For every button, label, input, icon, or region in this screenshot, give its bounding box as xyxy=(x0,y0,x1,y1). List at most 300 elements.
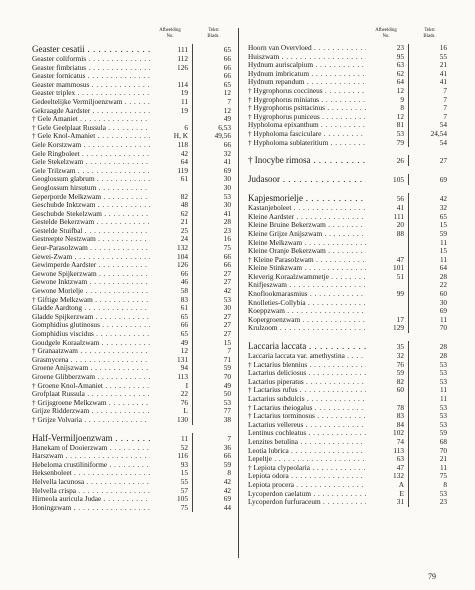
text-page-number: 41 xyxy=(439,68,447,78)
index-entry xyxy=(248,490,448,499)
figure-number: 62 xyxy=(180,208,188,218)
text-page-number: 7 xyxy=(227,96,231,106)
text-page-number: 53 xyxy=(223,397,231,407)
number-separator xyxy=(408,438,409,447)
number-separator xyxy=(408,221,409,230)
index-entry xyxy=(32,444,232,453)
number-separator xyxy=(192,313,193,322)
number-separator xyxy=(192,321,193,330)
species-name: Koeppzwam . . . xyxy=(248,307,366,316)
index-entry xyxy=(32,364,232,373)
number-separator xyxy=(192,218,193,227)
figure-number: 15 xyxy=(180,468,188,478)
figure-number: 118 xyxy=(177,139,188,149)
number-separator xyxy=(192,504,193,513)
number-separator xyxy=(192,72,193,81)
text-page-number: 30 xyxy=(223,303,231,313)
number-separator xyxy=(192,184,193,193)
species-name: Gomphidius glutinosus . . . xyxy=(32,321,150,330)
text-page-number: 7 xyxy=(443,94,447,104)
text-page-number: 41 xyxy=(439,77,447,87)
index-entry xyxy=(248,239,448,248)
text-page-number: 66 xyxy=(223,451,231,461)
figure-number: 84 xyxy=(396,419,404,429)
species-name: Kleverig Koraalzwammetje . . . xyxy=(248,273,366,282)
figure-number: 48 xyxy=(180,200,188,210)
index-entry xyxy=(32,452,232,461)
column-divider xyxy=(238,28,239,558)
species-name: † Hypholoma fasciculare . . . xyxy=(248,130,366,139)
number-separator xyxy=(408,447,409,456)
species-name: Gestreepte Nestzwam . . . xyxy=(32,235,150,244)
number-separator xyxy=(408,324,409,333)
number-separator xyxy=(408,386,409,395)
index-entry xyxy=(32,399,232,408)
species-name: Grijze Ridderzwam . . . xyxy=(32,407,150,416)
number-separator xyxy=(192,81,193,90)
species-name: † Hygrophorus psittacinus . . . xyxy=(248,104,366,113)
species-name: Laccaria laccata . . . xyxy=(248,341,366,352)
index-entry xyxy=(248,412,448,421)
figure-number: H, K xyxy=(173,131,188,141)
species-name: Heksenboleet . . . xyxy=(32,469,150,478)
species-name: Gele Stekelzwam . . . xyxy=(32,158,150,167)
index-entry xyxy=(32,44,232,55)
text-page-number: 15 xyxy=(439,220,447,230)
figure-number: 19 xyxy=(180,88,188,98)
figure-number: 19 xyxy=(180,105,188,115)
figure-number: A xyxy=(398,479,404,489)
number-separator xyxy=(408,204,409,213)
text-page-number: 27 xyxy=(223,311,231,321)
index-entry xyxy=(248,404,448,413)
species-name: Kleine Grijze Anijszwam . . . xyxy=(248,230,366,239)
index-entry xyxy=(248,307,448,316)
index-entry xyxy=(248,213,448,222)
text-page-number: 49 xyxy=(223,114,231,124)
text-page-number: 36 xyxy=(223,442,231,452)
figure-number: 82 xyxy=(396,376,404,386)
figure-number: 111 xyxy=(177,45,188,54)
text-page-number: 16 xyxy=(223,234,231,244)
index-entry xyxy=(248,78,448,87)
species-name: Kleine Oranje Bekerzwam . . . xyxy=(248,247,366,256)
species-name: Groene Glibberzwam . . . xyxy=(32,373,150,382)
text-page-number: 42 xyxy=(223,286,231,296)
species-name: Kleine Stinkzwam . . . xyxy=(248,264,366,273)
number-separator xyxy=(408,378,409,387)
column-header xyxy=(32,28,232,44)
index-entry xyxy=(32,433,232,444)
species-name: Gedeeltelijke Vermiljoenzwam . . . xyxy=(32,98,150,107)
index-entry xyxy=(32,416,232,425)
text-page-number: 64 xyxy=(439,263,447,273)
text-page-number: 53 xyxy=(223,294,231,304)
index-entry xyxy=(32,495,232,504)
number-separator xyxy=(408,174,409,185)
number-separator xyxy=(192,444,193,453)
number-separator xyxy=(192,330,193,339)
text-page-number: 11 xyxy=(439,462,447,472)
index-entry xyxy=(248,324,448,333)
figure-number: 88 xyxy=(396,228,404,238)
figure-number: 9 xyxy=(400,94,404,104)
index-entry xyxy=(248,139,448,148)
figure-number: 76 xyxy=(396,359,404,369)
figure-number: 58 xyxy=(180,286,188,296)
text-page-number: 53 xyxy=(223,191,231,201)
right-entries xyxy=(248,44,448,507)
figure-number: 83 xyxy=(396,411,404,421)
index-entry xyxy=(248,256,448,265)
index-entry xyxy=(32,278,232,287)
index-entry xyxy=(32,382,232,391)
figure-number: 75 xyxy=(180,502,188,512)
figure-number: E xyxy=(399,488,404,498)
index-entry xyxy=(248,264,448,273)
text-page-number: 41 xyxy=(223,157,231,167)
number-separator xyxy=(408,404,409,413)
text-page-number: 23 xyxy=(223,225,231,235)
text-page-number: 7 xyxy=(443,85,447,95)
index-entry xyxy=(248,481,448,490)
number-separator xyxy=(192,227,193,236)
text-page-number: 54 xyxy=(439,137,447,147)
figure-number: 116 xyxy=(177,451,188,461)
text-page-number: 38 xyxy=(223,414,231,424)
species-name: Helvella crispa . . . xyxy=(32,487,150,496)
species-name: † Grijze Volvaria . . . xyxy=(32,416,150,425)
text-page-number: 21 xyxy=(439,454,447,464)
figure-number: 64 xyxy=(396,77,404,87)
left-column xyxy=(32,28,232,512)
index-entry xyxy=(248,361,448,370)
figure-number: 105 xyxy=(393,175,404,185)
species-name: Hydnum imbricatum . . . xyxy=(248,70,366,79)
figure-number: 57 xyxy=(180,485,188,495)
number-separator xyxy=(192,304,193,313)
index-entry xyxy=(32,235,232,244)
text-page-number: 7 xyxy=(443,111,447,121)
species-name: Lentinus cochleatus . . . xyxy=(248,429,366,438)
index-entry xyxy=(248,290,448,299)
index-entry xyxy=(32,115,232,124)
index-entry xyxy=(248,247,448,256)
number-separator xyxy=(408,247,409,256)
letter-group-gap xyxy=(248,185,448,193)
index-entry xyxy=(248,352,448,361)
text-page-number: 77 xyxy=(223,406,231,416)
figure-number: I xyxy=(185,380,188,390)
text-page-number: 41 xyxy=(223,208,231,218)
index-entry xyxy=(32,287,232,296)
text-page-number: 11 xyxy=(439,237,447,247)
number-separator xyxy=(192,270,193,279)
number-separator xyxy=(408,96,409,105)
index-entry xyxy=(248,44,448,53)
species-name: Hydnum repandum . . . xyxy=(248,78,366,87)
figure-number: 130 xyxy=(177,414,188,424)
figure-number: 24 xyxy=(180,234,188,244)
figure-number: 17 xyxy=(396,314,404,324)
text-page-number: 27 xyxy=(223,329,231,338)
number-separator xyxy=(192,64,193,73)
species-name: † Hygrophorus puniceus . . . xyxy=(248,113,366,122)
species-name: Harszwam . . . xyxy=(32,452,150,461)
number-separator xyxy=(408,455,409,464)
text-page-number: 21 xyxy=(439,60,447,70)
text-page-number: 59 xyxy=(439,428,447,438)
number-separator xyxy=(408,273,409,282)
species-name: † Lactarius blennius . . . xyxy=(248,361,366,370)
figure-number: 59 xyxy=(396,368,404,378)
text-page-number: 66 xyxy=(223,139,231,149)
index-entry xyxy=(32,218,232,227)
letter-group-gap xyxy=(248,166,448,174)
number-separator xyxy=(408,429,409,438)
number-separator xyxy=(192,253,193,262)
number-separator xyxy=(192,433,193,444)
figure-number: 35 xyxy=(396,342,404,352)
text-page-number: 32 xyxy=(439,203,447,213)
text-page-number: 7 xyxy=(227,433,231,443)
species-name: Lactarius deliciosus . . . xyxy=(248,369,366,378)
figure-number: 12 xyxy=(396,85,404,95)
text-page-number: 66 xyxy=(223,251,231,261)
header-blads: Blads. xyxy=(423,34,436,39)
species-name: Knoflookmarasmius . . . xyxy=(248,290,366,299)
number-separator xyxy=(192,115,193,124)
number-separator xyxy=(192,364,193,373)
number-separator xyxy=(408,281,409,290)
text-page-number: 60 xyxy=(439,289,447,299)
index-entry xyxy=(32,304,232,313)
number-separator xyxy=(192,158,193,167)
species-name: Lactarius piperatus . . . xyxy=(248,378,366,387)
number-separator xyxy=(192,235,193,244)
index-entry xyxy=(32,296,232,305)
species-name: Gomphidius viscidus . . . xyxy=(32,330,150,339)
number-separator xyxy=(192,210,193,219)
number-separator xyxy=(192,356,193,365)
number-separator xyxy=(408,299,409,308)
species-name: Helvella lacunosa . . . xyxy=(32,478,150,487)
text-page-number: 28 xyxy=(439,342,447,352)
figure-number: 31 xyxy=(396,497,404,507)
number-separator xyxy=(192,193,193,202)
species-name: Kapjesmorielje . . . xyxy=(248,193,366,204)
figure-number: 32 xyxy=(396,351,404,361)
index-entry xyxy=(32,175,232,184)
index-entry xyxy=(32,347,232,356)
text-page-number: 12 xyxy=(223,88,231,98)
species-name: Hebeloma crustiliniforme . . . xyxy=(32,461,150,470)
index-entry xyxy=(248,174,448,185)
index-entry xyxy=(32,150,232,159)
number-separator xyxy=(408,361,409,370)
figure-number: 112 xyxy=(177,54,188,63)
figure-number: 20 xyxy=(396,220,404,230)
species-name: Gekraagde Aardster . . . xyxy=(32,107,150,116)
number-separator xyxy=(192,201,193,210)
text-page-number: 53 xyxy=(439,376,447,386)
text-page-number: 15 xyxy=(439,246,447,256)
text-page-number: 49,56 xyxy=(214,131,231,141)
index-entry xyxy=(32,261,232,270)
number-separator xyxy=(192,373,193,382)
number-separator xyxy=(408,290,409,299)
figure-number: 114 xyxy=(177,79,188,89)
text-page-number: 8 xyxy=(443,479,447,489)
text-page-number: 22 xyxy=(439,280,447,290)
text-page-number: 24,54 xyxy=(430,128,447,138)
species-name: Gewone Morielje . . . xyxy=(32,287,150,296)
text-page-number: 8 xyxy=(227,468,231,478)
figure-number: 78 xyxy=(396,402,404,412)
text-page-number: 32 xyxy=(223,148,231,158)
text-page-number: 15 xyxy=(223,337,231,347)
species-name: † Gele Geelplaat Russula . . . xyxy=(32,124,150,133)
text-page-number: 66 xyxy=(223,71,231,81)
number-separator xyxy=(192,296,193,305)
index-entry xyxy=(248,193,448,204)
number-separator xyxy=(408,490,409,499)
figure-number: 74 xyxy=(396,436,404,446)
species-name: Hoorn van Overvloed . . . xyxy=(248,44,366,53)
text-page-number: 42 xyxy=(439,194,447,204)
text-page-number: 70 xyxy=(439,445,447,455)
number-separator xyxy=(408,121,409,130)
figure-number: 99 xyxy=(396,289,404,299)
figure-number: 129 xyxy=(393,323,404,333)
figure-number: 65 xyxy=(180,311,188,321)
index-entry xyxy=(32,201,232,210)
number-separator xyxy=(192,407,193,416)
species-name: Lactarius subdulcis . . . xyxy=(248,395,366,404)
index-entry xyxy=(32,141,232,150)
figure-number: 105 xyxy=(177,494,188,504)
figure-number: 81 xyxy=(396,120,404,130)
index-entry xyxy=(248,70,448,79)
text-page-number: 16 xyxy=(439,43,447,52)
index-entry xyxy=(32,469,232,478)
text-page-number: 69 xyxy=(439,175,447,185)
text-page-number: 11 xyxy=(439,254,447,264)
index-entry xyxy=(248,121,448,130)
text-page-number: 69 xyxy=(439,306,447,316)
text-page-number: 53 xyxy=(439,402,447,412)
number-separator xyxy=(192,478,193,487)
index-entry xyxy=(32,253,232,262)
text-page-number: 75 xyxy=(439,471,447,481)
species-name: † Kleine Parasolzwam . . . xyxy=(248,256,366,265)
species-name: Gestelde Bekerzwam . . . xyxy=(32,218,150,227)
figure-number: 60 xyxy=(396,385,404,395)
species-name: † Gele Amaniet . . . xyxy=(32,115,150,124)
right-column xyxy=(248,28,448,507)
figure-number: 6 xyxy=(184,122,188,132)
species-name: Leotia lubrica . . . xyxy=(248,447,366,456)
index-entry xyxy=(248,421,448,430)
species-name: † Lactarius theiogalus . . . xyxy=(248,404,366,413)
index-entry xyxy=(32,55,232,64)
species-name: Geschubde Inktzwam . . . xyxy=(32,201,150,210)
index-entry xyxy=(32,124,232,133)
number-separator xyxy=(192,44,193,55)
figure-number: 52 xyxy=(180,442,188,452)
index-entry xyxy=(248,369,448,378)
figure-number: 47 xyxy=(396,462,404,472)
figure-number: 26 xyxy=(396,156,404,166)
left-entries xyxy=(32,44,232,512)
figure-number: 83 xyxy=(180,294,188,304)
number-separator xyxy=(192,347,193,356)
species-name: Gele Trilzwam . . . xyxy=(32,167,150,176)
number-separator xyxy=(192,167,193,176)
text-page-number: 65 xyxy=(223,79,231,89)
number-separator xyxy=(408,239,409,248)
index-entry xyxy=(32,407,232,416)
number-separator xyxy=(408,53,409,62)
text-page-number: 71 xyxy=(223,354,231,364)
index-entry xyxy=(32,98,232,107)
species-name: Laccaria laccata var. amethystina . . . xyxy=(248,352,366,361)
species-name: † Lepiota clypeolaria . . . xyxy=(248,464,366,473)
species-name: Hydnum auriscalpium . . . xyxy=(248,61,366,70)
number-separator xyxy=(408,341,409,352)
figure-number: 119 xyxy=(177,165,188,175)
species-name: Lycoperdon caelatum . . . xyxy=(248,490,366,499)
figure-number: 53 xyxy=(396,128,404,138)
index-entry xyxy=(32,330,232,339)
species-name: Hanekam of Dooierzwam . . . xyxy=(32,444,150,453)
species-name: Geschubde Stekelzwam . . . xyxy=(32,210,150,219)
figure-number: 66 xyxy=(180,268,188,278)
species-name: Kopergroenzwam . . . xyxy=(248,316,366,325)
figure-number: 12 xyxy=(180,346,188,356)
number-separator xyxy=(408,498,409,507)
index-entry xyxy=(248,341,448,352)
figure-number: 46 xyxy=(180,277,188,287)
text-page-number: 27 xyxy=(223,320,231,330)
figure-number: 63 xyxy=(396,454,404,464)
number-separator xyxy=(408,113,409,122)
figure-number: 93 xyxy=(180,459,188,469)
number-separator xyxy=(192,175,193,184)
text-page-number: 28 xyxy=(439,271,447,281)
number-separator xyxy=(408,139,409,148)
text-page-number: 44 xyxy=(223,502,231,512)
number-separator xyxy=(408,44,409,53)
index-entry xyxy=(32,373,232,382)
species-name: Hirneola auricula Judae . . . xyxy=(32,495,150,504)
text-page-number: 27 xyxy=(439,156,447,166)
figure-number: 11 xyxy=(180,433,188,443)
species-name: Geaster mammosus . . . xyxy=(32,81,150,90)
number-separator xyxy=(408,352,409,361)
species-name: Geur-Parasolzwam . . . xyxy=(32,244,150,253)
figure-number: 66 xyxy=(180,320,188,330)
number-separator xyxy=(192,416,193,425)
number-separator xyxy=(408,78,409,87)
figure-number: 61 xyxy=(180,174,188,184)
figure-number: 61 xyxy=(180,303,188,313)
number-separator xyxy=(192,55,193,64)
species-name: Geoglossum glabrum . . . xyxy=(32,175,150,184)
species-name: † Hygrophorus coccineus . . . xyxy=(248,87,366,96)
species-name: Geaster fornicatus . . . xyxy=(32,72,150,81)
species-name: Gewone Spijkerzwam . . . xyxy=(32,270,150,279)
